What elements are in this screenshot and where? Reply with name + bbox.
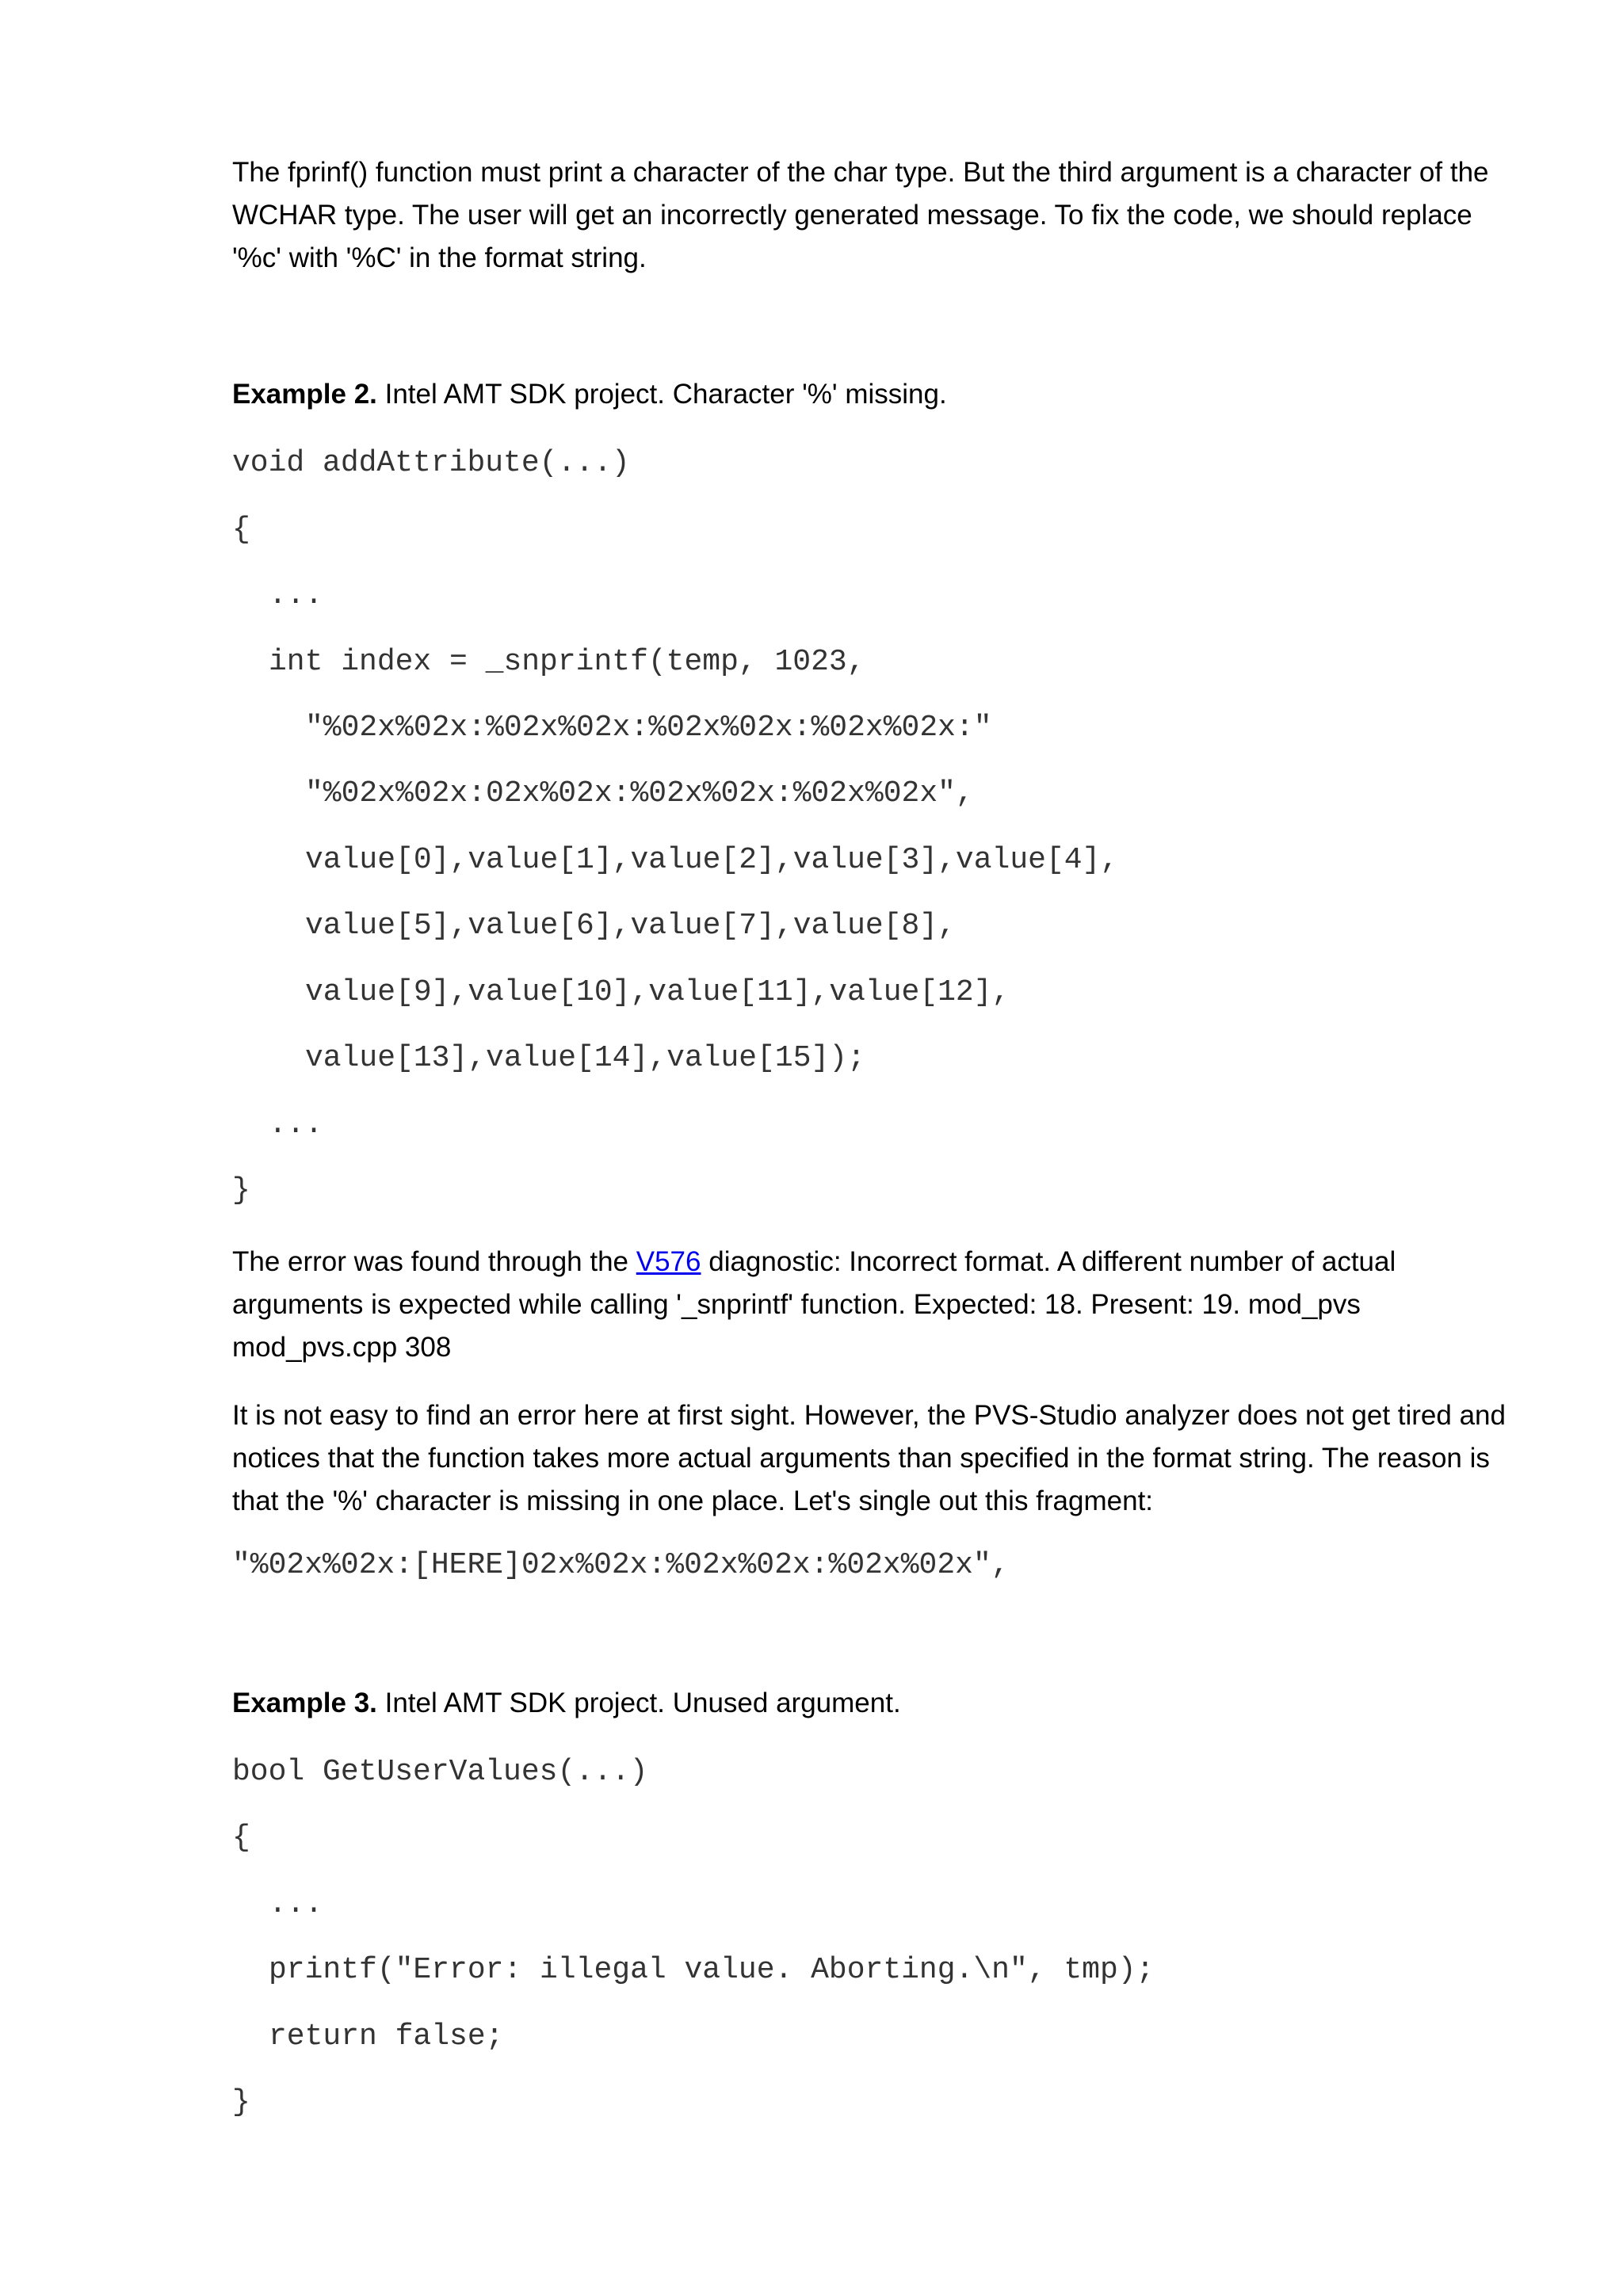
- code-line: value[13],value[14],value[15]);: [305, 1041, 865, 1075]
- code-line: ...: [269, 578, 323, 612]
- intro-paragraph: The fprinf() function must print a character of the char type. But the third argument is a character of the WCHAR type. The user will get an incorrectly generated message. To fix the code, we should replace '%c' with '%C' in the format string.: [232, 157, 1489, 273]
- code-line: value[5],value[6],value[7],value[8],: [305, 909, 956, 943]
- code-line: return false;: [269, 2019, 504, 2054]
- example-2-label: Example 2.: [232, 379, 377, 410]
- code-line: printf("Error: illegal value. Aborting.\n", tmp);: [269, 1953, 1155, 1987]
- example-3-heading: [232, 1682, 901, 1725]
- diagnostic-paragraph: [232, 1241, 1516, 1369]
- v576-diagnostic-link[interactable]: V576: [636, 1246, 701, 1277]
- example-3-label: Example 3.: [232, 1688, 377, 1718]
- code-line: ...: [269, 1887, 323, 1921]
- code-line: "%02x%02x:02x%02x:%02x%02x:%02x%02x",: [305, 776, 974, 810]
- code-line: {: [232, 513, 250, 547]
- code-line: "%02x%02x:%02x%02x:%02x%02x:%02x%02x:": [305, 711, 992, 745]
- code-line: {: [232, 1821, 250, 1855]
- code-fragment: "%02x%02x:[HERE]02x%02x:%02x%02x:%02x%02x",: [232, 1548, 1010, 1582]
- diagnostic-text-before: The error was found through the: [232, 1246, 636, 1277]
- code-line: ...: [269, 1108, 323, 1142]
- explanation-paragraph: It is not easy to find an error here at first sight. However, the PVS-Studio analyzer does not get tired and notices that the function takes more actual arguments than specified in the format string. The reason is that the '%' character is missing in one place. Let's single out this fragment:: [232, 1400, 1506, 1516]
- example-3-title: Intel AMT SDK project. Unused argument.: [376, 1688, 901, 1718]
- code-line: int index = _snprintf(temp, 1023,: [269, 645, 865, 679]
- code-line: void addAttribute(...): [232, 446, 630, 480]
- code-line: value[9],value[10],value[11],value[12],: [305, 975, 1010, 1009]
- diagnostic-text-after: diagnostic: Incorrect format. A different number of actual arguments is expected while calling '_snprintf' function. Expected: 18. Present: 19. mod_pvs mod_pvs.cpp 308: [232, 1246, 1396, 1363]
- code-line: bool GetUserValues(...): [232, 1755, 648, 1789]
- example-2-heading: [232, 373, 947, 416]
- code-line: }: [232, 2085, 250, 2119]
- code-line: }: [232, 1173, 250, 1207]
- example-2-title: Intel AMT SDK project. Character '%' missing.: [376, 379, 947, 410]
- code-line: value[0],value[1],value[2],value[3],value[4],: [305, 843, 1119, 877]
